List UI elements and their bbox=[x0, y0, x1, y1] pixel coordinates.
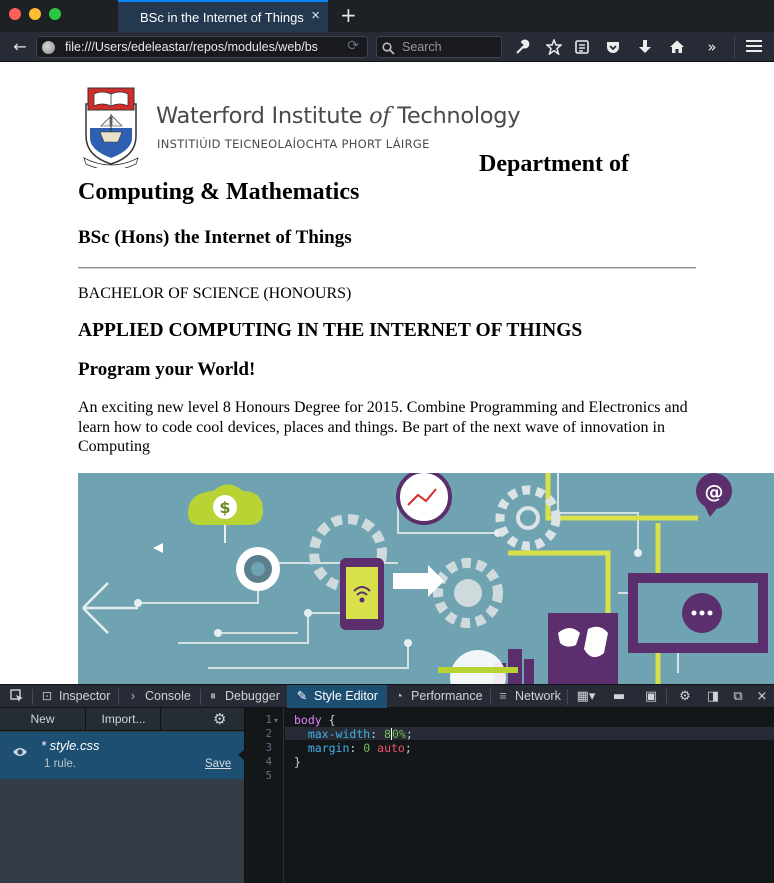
window-close-button[interactable] bbox=[9, 8, 21, 20]
stylesheet-item-style-css[interactable] bbox=[0, 732, 244, 779]
selected-indicator bbox=[238, 749, 245, 761]
navigation-toolbar bbox=[0, 32, 774, 62]
screenshot-icon[interactable]: ▣ bbox=[644, 689, 658, 704]
line-number: 2 bbox=[265, 728, 272, 740]
css-code-editor[interactable] bbox=[246, 708, 774, 883]
save-stylesheet-link[interactable]: Save bbox=[205, 758, 232, 770]
network-icon: ≡ bbox=[499, 689, 507, 703]
tab-style-editor-label: Style Editor bbox=[314, 689, 378, 703]
debugger-icon: ⏸ bbox=[209, 689, 217, 703]
code-line-1[interactable] bbox=[294, 713, 336, 727]
code-line-3[interactable]: margin: 0 auto; bbox=[307, 741, 412, 755]
css-value-keyword: auto bbox=[377, 741, 405, 755]
download-icon[interactable] bbox=[635, 37, 655, 57]
line-number-gutter bbox=[246, 708, 284, 883]
close-brace: } bbox=[294, 755, 301, 769]
tab-separator bbox=[567, 689, 568, 705]
toolbar-separator bbox=[734, 36, 735, 58]
search-icon bbox=[382, 38, 395, 59]
tab-separator bbox=[666, 689, 667, 705]
overflow-chevron-icon[interactable]: » bbox=[707, 38, 717, 56]
url-text[interactable]: file:///Users/edeleastar/repos/modules/web/bs bbox=[65, 40, 318, 54]
tab-performance-label: Performance bbox=[411, 689, 483, 703]
line-number: 5 bbox=[265, 770, 272, 782]
applied-computing-heading: APPLIED COMPUTING IN THE INTERNET OF THINGS bbox=[78, 320, 583, 341]
devtools-tab-bar bbox=[0, 684, 774, 708]
code-line-4[interactable] bbox=[294, 755, 301, 769]
element-picker-icon[interactable] bbox=[10, 685, 24, 708]
undock-window-icon[interactable]: ⧉ bbox=[733, 689, 743, 704]
window-title-bar bbox=[0, 0, 774, 32]
responsive-mode-icon[interactable]: ▬ bbox=[612, 689, 626, 704]
svg-text:$: $ bbox=[219, 498, 231, 517]
department-heading-line1: Department of bbox=[479, 151, 629, 177]
wit-crest-logo bbox=[82, 86, 140, 168]
css-property: max-width bbox=[307, 727, 371, 741]
frame-select-icon[interactable]: ▦▾ bbox=[576, 689, 596, 704]
search-bar[interactable] bbox=[376, 36, 502, 58]
page-viewport bbox=[0, 63, 774, 684]
tab-inspector[interactable] bbox=[40, 685, 110, 708]
code-line-2[interactable]: max-width: 80%; bbox=[307, 727, 413, 741]
course-subtitle: BSc (Hons) the Internet of Things bbox=[78, 227, 352, 248]
institute-name-part1: Waterford Institute bbox=[156, 103, 370, 129]
tab-network-label: Network bbox=[515, 689, 561, 703]
stylesheet-name: * style.css bbox=[41, 738, 100, 753]
inspector-icon: ⊡ bbox=[41, 689, 53, 703]
iot-banner-image bbox=[78, 473, 774, 684]
dock-side-icon[interactable]: ◨ bbox=[706, 689, 720, 704]
devtools-close-icon[interactable]: × bbox=[756, 689, 768, 704]
tab-console-label: Console bbox=[145, 689, 191, 703]
wrench-icon[interactable] bbox=[512, 37, 532, 57]
intro-paragraph: An exciting new level 8 Honours Degree for 2015. Combine Programming and Electronics and learn how to code cool devices, places and things. Be part of the next wave of innovation in Computing bbox=[78, 399, 688, 455]
tab-debugger[interactable] bbox=[206, 685, 280, 708]
style-sheets-sidebar bbox=[0, 708, 245, 883]
performance-icon: ◔ bbox=[395, 689, 403, 703]
horizontal-rule bbox=[78, 267, 696, 269]
tab-performance[interactable] bbox=[392, 685, 483, 708]
institute-name-part2: Technology bbox=[390, 103, 521, 129]
line-number: 1 bbox=[265, 714, 272, 726]
institute-name bbox=[156, 103, 520, 129]
sidebar-settings-gear-icon[interactable]: ⚙ bbox=[213, 710, 227, 728]
tab-debugger-label: Debugger bbox=[225, 689, 280, 703]
css-property: margin bbox=[307, 741, 350, 755]
bachelor-text: BACHELOR OF SCIENCE (HONOURS) bbox=[78, 285, 352, 302]
institute-irish-name: INSTITIÚID TEICNEOLAÍOCHTA PHORT LÁIRGE bbox=[157, 137, 430, 151]
line-number: 3 bbox=[265, 742, 272, 754]
tab-console[interactable] bbox=[126, 685, 191, 708]
css-selector: body bbox=[294, 713, 322, 727]
url-bar[interactable] bbox=[36, 36, 368, 58]
devtools-panel bbox=[0, 684, 774, 883]
window-minimize-button[interactable] bbox=[29, 8, 41, 20]
reader-list-icon[interactable] bbox=[572, 37, 592, 57]
browser-tab-active[interactable] bbox=[118, 0, 328, 32]
svg-text:@: @ bbox=[704, 481, 724, 503]
tab-separator bbox=[200, 689, 201, 705]
devtools-settings-gear-icon[interactable]: ⚙ bbox=[679, 689, 691, 704]
home-icon[interactable] bbox=[667, 37, 687, 57]
import-stylesheet-button[interactable]: Import... bbox=[87, 708, 161, 730]
tab-close-icon[interactable]: × bbox=[311, 7, 320, 24]
hamburger-menu-icon[interactable] bbox=[746, 40, 762, 54]
fold-arrow-icon[interactable]: ▾ bbox=[274, 716, 279, 725]
search-placeholder: Search bbox=[402, 40, 442, 54]
bookmark-star-icon[interactable] bbox=[544, 37, 564, 57]
tab-separator bbox=[32, 689, 33, 705]
new-stylesheet-button[interactable]: New bbox=[0, 708, 86, 730]
tab-style-editor[interactable] bbox=[287, 685, 387, 708]
sidebar-toolbar bbox=[0, 708, 244, 731]
style-editor-icon: ✎ bbox=[296, 689, 308, 703]
reload-icon[interactable]: ⟳ bbox=[347, 38, 359, 54]
globe-icon bbox=[42, 41, 55, 54]
back-button[interactable]: ← bbox=[13, 37, 27, 56]
window-maximize-button[interactable] bbox=[49, 8, 61, 20]
pocket-icon[interactable] bbox=[603, 37, 623, 57]
console-icon: › bbox=[130, 689, 136, 703]
tab-separator bbox=[118, 689, 119, 705]
line-number: 4 bbox=[265, 756, 272, 768]
eye-visibility-icon[interactable] bbox=[12, 746, 28, 762]
tab-inspector-label: Inspector bbox=[59, 689, 111, 703]
stylesheet-rule-count: 1 rule. bbox=[44, 758, 76, 770]
open-brace: { bbox=[321, 713, 336, 727]
css-value-number: 0 bbox=[363, 741, 371, 755]
css-value-part: 8 bbox=[384, 727, 391, 741]
program-your-world-heading: Program your World! bbox=[78, 359, 256, 380]
tab-network[interactable] bbox=[496, 685, 561, 708]
institute-name-of: of bbox=[369, 103, 391, 129]
css-value-part: 0% bbox=[391, 727, 406, 741]
tab-title: BSc in the Internet of Things bbox=[140, 10, 304, 25]
new-tab-button[interactable]: + bbox=[340, 3, 357, 27]
tab-separator bbox=[490, 689, 491, 705]
department-heading-line2: Computing & Mathematics bbox=[78, 179, 360, 205]
